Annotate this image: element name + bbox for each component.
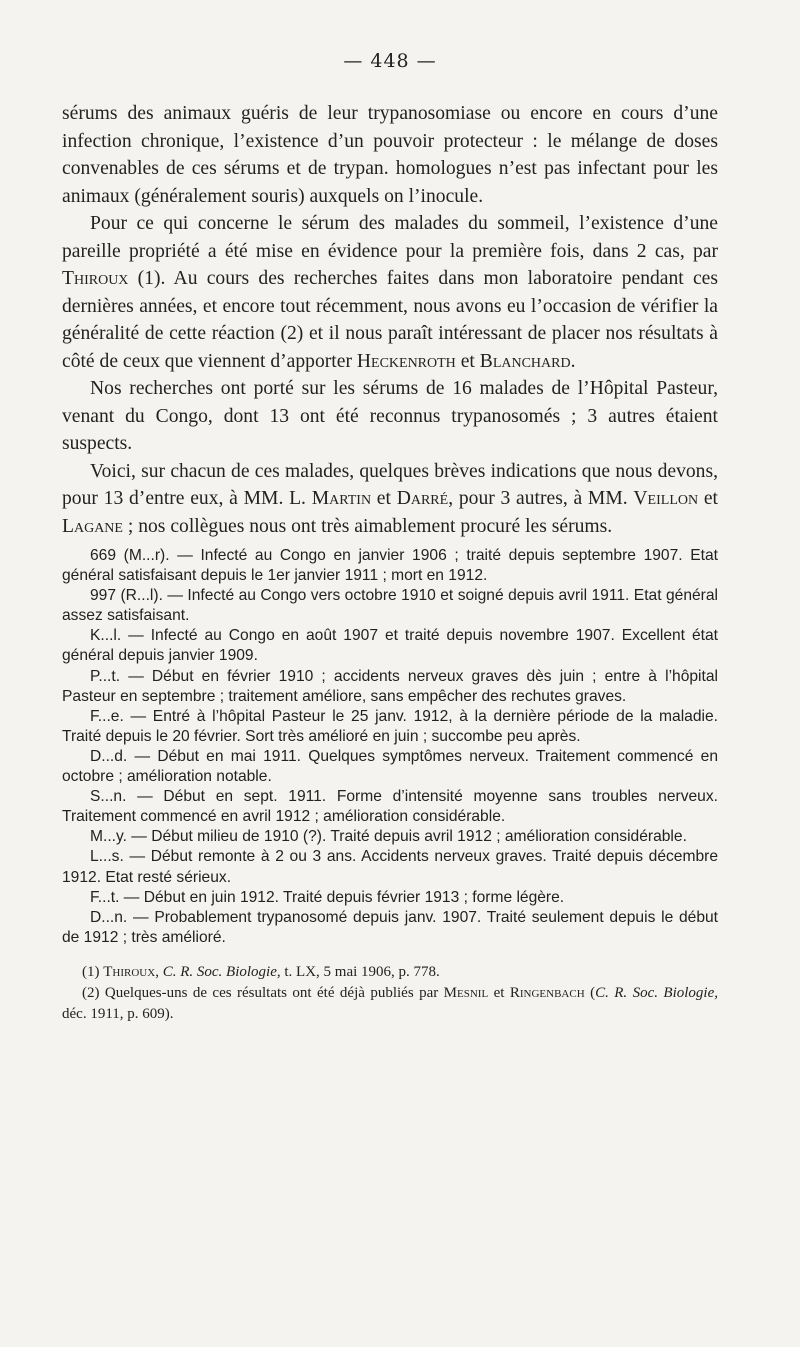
footnote-2: [62, 983, 718, 1025]
author-name: Thiroux: [103, 963, 156, 980]
footnotes: [62, 962, 718, 1025]
author-name: Lagane: [62, 515, 123, 537]
text-run: (1). Au cours des recherches faites dans mon laboratoire pendant ces dernières années, et encore tout récemment, nous avons eu l’occasion de vérifier la généralité de cette réaction (2) et il nous paraît intéressant de placer nos résultats à côté de ceux que viennent d’apporter: [62, 268, 718, 372]
author-name: Heckenroth: [356, 350, 456, 372]
text-run: , t. LX, 5 mai 1906, p. 778.: [276, 963, 440, 980]
journal-title: C. R. Soc. Biologie: [162, 963, 277, 980]
text-run: (2) Quelques-uns de ces résultats ont été déjà publiés par: [82, 984, 444, 1001]
page-number: — 448 —: [343, 50, 437, 72]
author-name: Veillon: [633, 488, 699, 509]
text-run: (1): [82, 963, 104, 980]
journal-title: C. R. Soc. Biologie,: [595, 984, 719, 1001]
text-run: déc. 1911, p. 609).: [62, 1005, 174, 1022]
text-run: (: [584, 984, 596, 1001]
text-run: Pour ce qui concerne le sérum des malades du sommeil, l’existence d’une pareille propriété a été mise en évidence pour la première fois, dans 2 cas, par: [62, 213, 718, 262]
paragraph-continuation: sérums des animaux guéris de leur trypanosomiase ou encore en cours d’une infection chronique, l’existence d’un pouvoir protecteur : le mélange de doses convenables de ces sérums et de trypan. homologues n’est pas infectant pour les animaux (généralement souris) auxquels on l’inocule.: [62, 103, 718, 207]
paragraph-research: Nos recherches ont porté sur les sérums de 16 malades de l’Hôpital Pasteur, venant du Congo, dont 13 ont été reconnus trypanosomés ; 3 autres étaient suspects.: [62, 378, 718, 454]
text-run: et: [455, 350, 480, 372]
case-entry: 997 (R...l). — Infecté au Congo vers octobre 1910 et soigné depuis avril 1911. Etat général assez satisfaisant.: [62, 587, 718, 625]
case-entry: P...t. — Début en février 1910 ; accidents nerveux graves dès juin ; entre à l’hôpital Pasteur en septembre ; traitement améliore, sans empêcher des rechutes graves.: [62, 667, 718, 705]
text-run: et: [488, 984, 510, 1001]
case-entry: F...t. — Début en juin 1912. Traité depuis février 1913 ; forme légère.: [90, 888, 565, 906]
text-run: et: [371, 488, 397, 509]
author-name: Ringenbach: [509, 984, 585, 1001]
text-run: et: [698, 488, 718, 509]
case-entry: 669 (M...r). — Infecté au Congo en janvier 1906 ; traité depuis septembre 1907. Etat général satisfaisant depuis le 1er janvier 1911 ; mort en 1912.: [62, 547, 718, 585]
text-run: Voici, sur chacun de ces malades, quelques brèves indications que nous devons, pour 13 d’entre eux, à MM. L.: [62, 460, 718, 509]
text-run: ; nos collègues nous ont très aimablement procuré les sérums.: [122, 515, 613, 537]
paragraph-sleeping-sickness: [62, 210, 718, 375]
footnote-1: [62, 962, 718, 983]
author-name: Mesnil: [443, 984, 489, 1001]
text-run: ,: [155, 963, 163, 980]
author-name: Blanchard: [479, 350, 571, 372]
author-name: Thiroux: [62, 268, 129, 289]
case-entry: D...n. — Probablement trypanosomé depuis janv. 1907. Traité seulement depuis le début de 1912 ; très amélioré.: [62, 908, 718, 946]
paragraph-acknowledgements: [62, 458, 718, 541]
case-entry: S...n. — Début en sept. 1911. Forme d’intensité moyenne sans troubles nerveux. Traitement commencé en avril 1912 ; amélioration considérable.: [62, 788, 718, 826]
case-list: [62, 546, 718, 948]
text-run: .: [570, 350, 576, 372]
case-entry: F...e. — Entré à l’hôpital Pasteur le 25 janv. 1912, à la dernière période de la maladie. Traité depuis le 20 février. Sort très amélioré en juin ; succombe peu après.: [62, 707, 718, 745]
author-name: Darré: [396, 488, 449, 509]
text-run: , pour 3 autres, à MM.: [448, 488, 634, 509]
case-entry: L...s. — Début remonte à 2 ou 3 ans. Accidents nerveux graves. Traité depuis décembre 1912. Etat resté sérieux.: [62, 848, 718, 886]
case-entry: M...y. — Début milieu de 1910 (?). Traité depuis avril 1912 ; amélioration considérable.: [90, 828, 687, 846]
author-name: Martin: [311, 488, 372, 509]
case-entry: D...d. — Début en mai 1911. Quelques symptômes nerveux. Traitement commencé en octobre ; amélioration notable.: [62, 747, 718, 786]
page: [62, 50, 718, 1025]
case-entry: K...l. — Infecté au Congo en août 1907 et traité depuis novembre 1907. Excellent état général depuis janvier 1909.: [62, 627, 718, 665]
